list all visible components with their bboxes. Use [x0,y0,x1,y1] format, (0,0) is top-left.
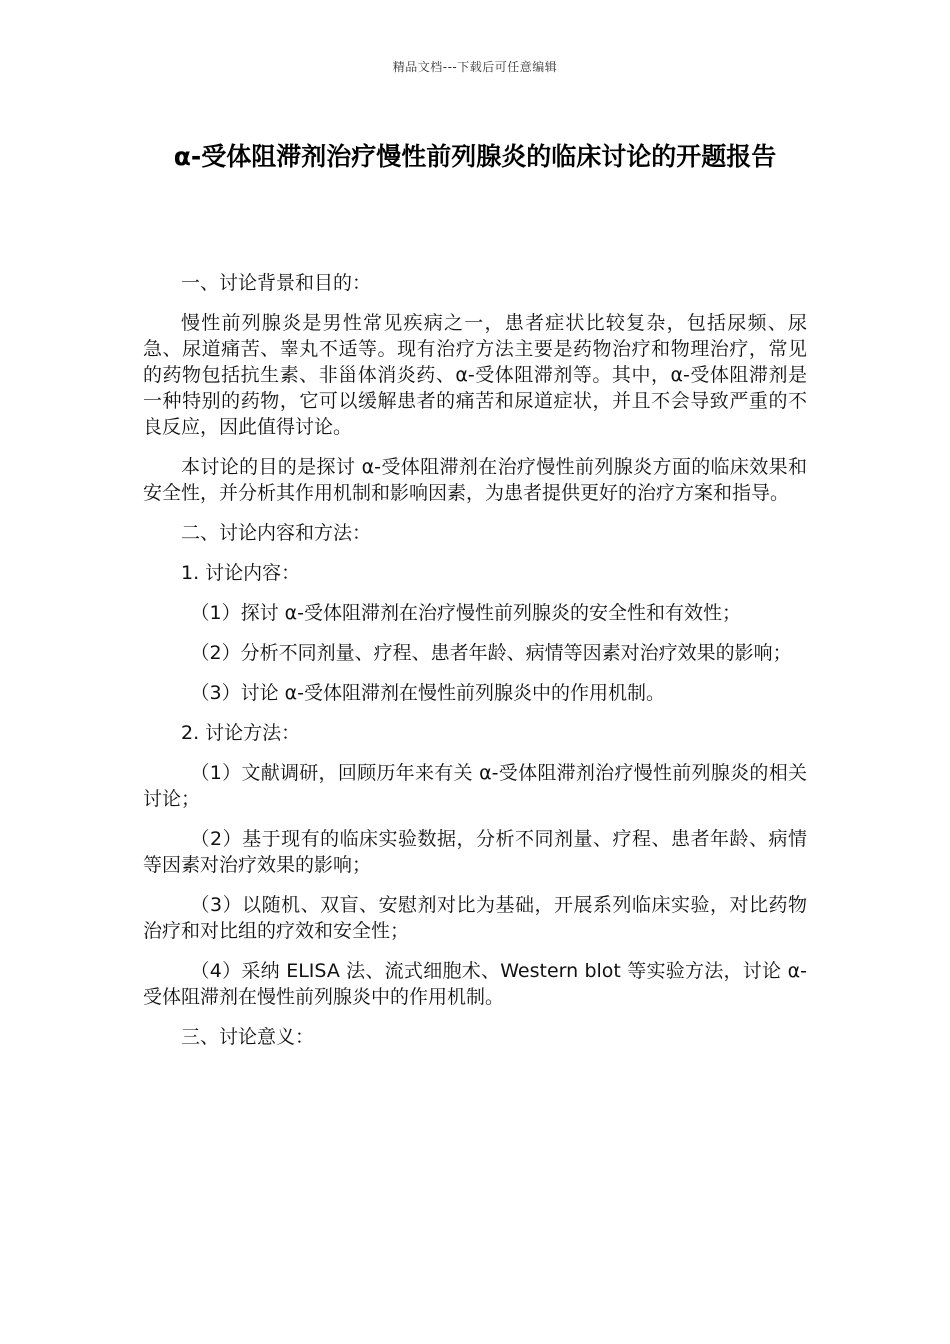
list-item: （3）以随机、双盲、安慰剂对比为基础，开展系列临床实验，对比药物治疗和对比组的疗效和安全性； [143,894,807,942]
list-item: （1）探讨 α-受体阻滞剂在治疗慢性前列腺炎的安全性和有效性； [190,602,742,624]
section-heading-content-methods: 二、讨论内容和方法： [181,522,372,544]
section-heading-background: 一、讨论背景和目的： [181,272,372,294]
header-note: 精品文档---下载后可任意编辑 [392,60,558,74]
list-item: （2）基于现有的临床实验数据，分析不同剂量、疗程、患者年龄、病情等因素对治疗效果的影响； [143,828,807,876]
document-title: α-受体阻滞剂治疗慢性前列腺炎的临床讨论的开题报告 [173,142,777,171]
section-heading-significance: 三、讨论意义： [181,1026,315,1048]
paragraph-background: 慢性前列腺炎是男性常见疾病之一，患者症状比较复杂，包括尿频、尿急、尿道痛苦、睾丸不适等。现有治疗方法主要是药物治疗和物理治疗，常见的药物包括抗生素、非甾体消炎药、α-受体阻滞剂等。其中，α-受体阻滞剂是一种特别的药物，它可以缓解患者的痛苦和尿道症状，并且不会导致严重的不良反应，因此值得讨论。 [143,312,807,438]
subheading-methods: 2. 讨论方法： [181,722,301,744]
list-item: （1）文献调研，回顾历年来有关 α-受体阻滞剂治疗慢性前列腺炎的相关讨论； [143,762,807,810]
document-body [143,270,807,1064]
list-item: （4）采纳 ELISA 法、流式细胞术、Western blot 等实验方法，讨论 α-受体阻滞剂在慢性前列腺炎中的作用机制。 [143,960,807,1008]
paragraph-purpose: 本讨论的目的是探讨 α-受体阻滞剂在治疗慢性前列腺炎方面的临床效果和安全性，并分析其作用机制和影响因素，为患者提供更好的治疗方案和指导。 [143,456,807,504]
list-item: （2）分析不同剂量、疗程、患者年龄、病情等因素对治疗效果的影响； [190,642,792,664]
subheading-content: 1. 讨论内容： [181,562,301,584]
list-item: （3）讨论 α-受体阻滞剂在慢性前列腺炎中的作用机制。 [190,682,666,704]
